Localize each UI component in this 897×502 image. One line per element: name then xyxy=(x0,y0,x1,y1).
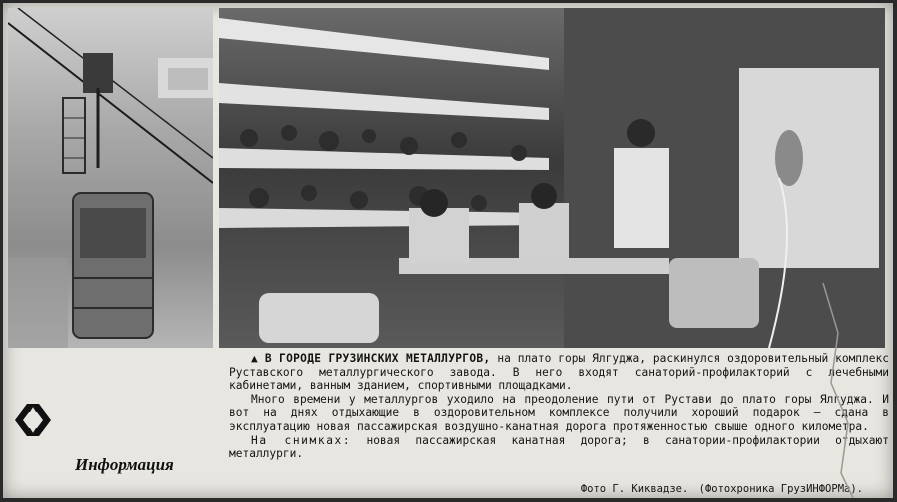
article-paragraph-2: Много времени у металлургов уходило на преодоление пути от Рустави до плато горы Ялгуджа. И вот на днях отдыхающие в оздоровительном комплексе получили хороший подарок — сдана в эксплуатацию новая пассажирская воздушно-канатная дорога протяженностью свыше одного километра. xyxy=(229,392,889,433)
triangle-bullet-icon: ▲ xyxy=(251,352,258,365)
captions-label: На снимках: xyxy=(251,433,352,447)
photographer: Фото Г. Киквадзе. xyxy=(580,483,689,495)
photo-agency: (Фотохроника ГрузИНФОРМа). xyxy=(698,483,863,495)
article-lead-text: на плато горы Ялгуджа, раскинулся оздоровительный комплекс Руставского металлургического завода. В него входят санаторий-профилакторий с лечебными кабинетами, ванным зданием, спортивными площадками. xyxy=(229,352,889,393)
rubric-title: Информация xyxy=(75,455,174,474)
captions-text: новая пассажирская канатная дорога; в санатории-профилактории отдыхают металлурги. xyxy=(229,433,889,461)
paper-crease xyxy=(3,3,893,498)
article-headline: В ГОРОДЕ ГРУЗИНСКИХ МЕТАЛЛУРГОВ, xyxy=(264,352,491,365)
newspaper-clipping xyxy=(3,3,893,498)
